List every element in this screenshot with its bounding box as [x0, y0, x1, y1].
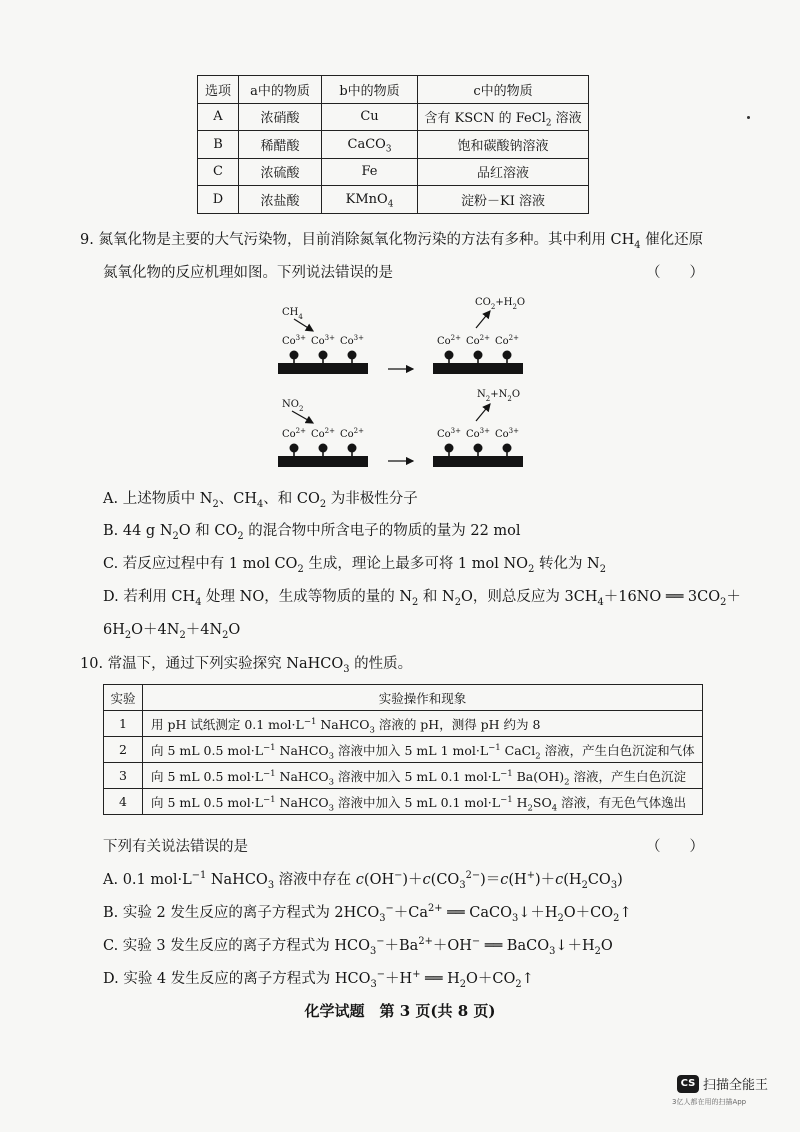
cobalt-ion-label: $Co^{3+}$: [466, 427, 490, 440]
cobalt-ion-label: $Co^{3+}$: [495, 427, 519, 440]
q9-stem-line2: 氮氧化物的反应机理如图。下列说法错误的是: [103, 265, 393, 281]
q9-answer-paren: （ ）: [646, 265, 704, 281]
table-row: [198, 158, 589, 186]
q10-stem: 10. 常温下，通过下列实验探究 NaHCO$_3$ 的性质。: [80, 656, 413, 675]
table-cell: 含有 KSCN 的 FeCl$_2$ 溶液: [418, 103, 589, 131]
column-header: 选项: [198, 76, 239, 104]
catalyst-surface: [433, 456, 523, 467]
table-cell: 淀粉－KI 溶液: [418, 186, 589, 214]
panel-ch4-adsorption: [278, 307, 368, 374]
table-cell: Cu: [322, 103, 418, 131]
table-cell: 1: [104, 711, 143, 737]
cobalt-ion-label: $Co^{3+}$: [340, 334, 364, 347]
table-cell: 4: [104, 789, 143, 815]
panel-co2-release: [433, 297, 525, 374]
table-cell: C: [198, 158, 239, 186]
watermark-tagline: 3亿人都在用的扫描App: [672, 1098, 747, 1106]
q9-option-b: B. 44 g $N_2O$ 和 $CO_2$ 的混合物中所含电子的物质的量为 22 mol: [103, 523, 521, 542]
cobalt-ion-label: $Co^{2+}$: [495, 334, 519, 347]
table-cell: 饱和碳酸钠溶液: [418, 131, 589, 159]
arrow-out: [476, 404, 490, 421]
q10-option-c: C. 实验 3 发生反应的离子方程式为 $HCO_3^-+Ba^{2+}+OH^-$ ══ $BaCO_3↓+H_2O$: [103, 936, 613, 957]
table-cell: 浓硝酸: [239, 103, 322, 131]
table-cell: 浓硫酸: [239, 158, 322, 186]
table-cell: 向 5 mL 0.5 $mol\cdot L^{-1}$ NaHCO$_3$ 溶液中加入 5 mL 0.1 $mol\cdot L^{-1}$ $Ba(OH)_2$ 溶液，产生白色沉淀: [143, 763, 703, 789]
q9-option-c: C. 若反应过程中有 1 mol $CO_2$ 生成，理论上最多可将 1 mol $NO_2$ 转化为 $N_2$: [103, 556, 607, 575]
cobalt-ion-label: $Co^{2+}$: [282, 427, 306, 440]
table-cell: B: [198, 131, 239, 159]
cobalt-ion-label: $Co^{2+}$: [466, 334, 490, 347]
no2-label: $NO_2$: [282, 399, 304, 413]
table-header-row: [198, 76, 589, 104]
column-header: 实验: [104, 685, 143, 711]
table-row: [198, 186, 589, 214]
page-footer: 化学试题 第 3 页(共 8 页): [304, 1002, 496, 1020]
experiment-table: [103, 684, 703, 815]
table-cell: 3: [104, 763, 143, 789]
table-cell: 2: [104, 737, 143, 763]
q10-option-a: A. 0.1 $mol\cdot L^{-1}$ NaHCO$_3$ 溶液中存在 $c(OH^-)+c(CO_3^{2-})=c(H^+)+c(H_2CO_3)$: [103, 870, 623, 891]
q10-answer-paren: （ ）: [646, 839, 704, 855]
co2-h2o-label: $CO_2+H_2O$: [475, 297, 526, 311]
cobalt-ion-label: $Co^{3+}$: [282, 334, 306, 347]
table-cell: Fe: [322, 158, 418, 186]
panel-n2-release: [433, 389, 523, 467]
cobalt-ion-label: $Co^{3+}$: [311, 334, 335, 347]
cobalt-ion-label: $Co^{2+}$: [311, 427, 335, 440]
table-cell: 向 5 mL 0.5 $mol\cdot L^{-1}$ NaHCO$_3$ 溶液中加入 5 mL 1 $mol\cdot L^{-1}$ CaCl$_2$ 溶液，产生白色沉淀和气体: [143, 737, 703, 763]
table-row: [198, 103, 589, 131]
catalyst-surface: [278, 363, 368, 374]
panel-no2-adsorption: [278, 399, 368, 467]
cobalt-ion-label: $Co^{2+}$: [437, 334, 461, 347]
table-row: [104, 711, 703, 737]
column-header: c中的物质: [418, 76, 589, 104]
column-header: 实验操作和现象: [143, 685, 703, 711]
catalyst-surface: [433, 363, 523, 374]
table-cell: 浓盐酸: [239, 186, 322, 214]
arrow-in: [294, 319, 313, 331]
q10-option-b: B. 实验 2 发生反应的离子方程式为 $2HCO_3^-+Ca^{2+}$ ══ $CaCO_3↓+H_2O+CO_2↑$: [103, 903, 632, 924]
table-row: [104, 737, 703, 763]
arrow-out: [476, 311, 490, 328]
column-header: b中的物质: [322, 76, 418, 104]
q9-option-d-cont: $6H_2O+4N_2+4N_2O$: [103, 622, 241, 641]
n2-n2o-label: $N_2+N_2O$: [477, 389, 521, 403]
cobalt-ion-label: $Co^{3+}$: [437, 427, 461, 440]
table-cell: KMnO$_4$: [322, 186, 418, 214]
table-cell: 品红溶液: [418, 158, 589, 186]
table-cell: D: [198, 186, 239, 214]
mechanism-diagram: [270, 293, 530, 473]
q10-option-d: D. 实验 4 发生反应的离子方程式为 $HCO_3^-+H^+$ ══ $H_2O+CO_2↑$: [103, 969, 534, 990]
options-table: [197, 75, 589, 214]
table-cell: CaCO$_3$: [322, 131, 418, 159]
ch4-label: $CH_4$: [282, 307, 303, 321]
cobalt-ion-label: $Co^{2+}$: [340, 427, 364, 440]
table-header-row: [104, 685, 703, 711]
scan-speck: [747, 116, 750, 119]
table-cell: A: [198, 103, 239, 131]
table-row: [104, 789, 703, 815]
column-header: a中的物质: [239, 76, 322, 104]
catalyst-surface: [278, 456, 368, 467]
table-row: [104, 763, 703, 789]
q9-option-a: A. 上述物质中 $N_2$、$CH_4$、和 $CO_2$ 为非极性分子: [103, 491, 418, 510]
table-cell: 向 5 mL 0.5 $mol\cdot L^{-1}$ NaHCO$_3$ 溶液中加入 5 mL 0.1 $mol\cdot L^{-1}$ $H_2SO_4$ 溶液，有无色气体逸出: [143, 789, 703, 815]
watermark-name: 扫描全能王: [703, 1078, 769, 1093]
q9-option-d: D. 若利用 $CH_4$ 处理 NO，生成等物质的量的 $N_2$ 和 $N_2O$，则总反应为 $3CH_4+16NO$ ══ $3CO_2+$: [103, 589, 741, 608]
table-cell: 稀醋酸: [239, 131, 322, 159]
q10-question: 下列有关说法错误的是: [103, 839, 248, 855]
table-cell: 用 pH 试纸测定 0.1 $mol\cdot L^{-1}$ NaHCO$_3$ 溶液的 pH，测得 pH 约为 8: [143, 711, 703, 737]
table-row: [198, 131, 589, 159]
camscanner-logo-icon: CS: [677, 1075, 699, 1093]
q9-stem-line1: 9. 氮氧化物是主要的大气污染物，目前消除氮氧化物污染的方法有多种。其中利用 $CH_4$ 催化还原: [80, 232, 704, 251]
scanner-watermark: [677, 1074, 768, 1093]
